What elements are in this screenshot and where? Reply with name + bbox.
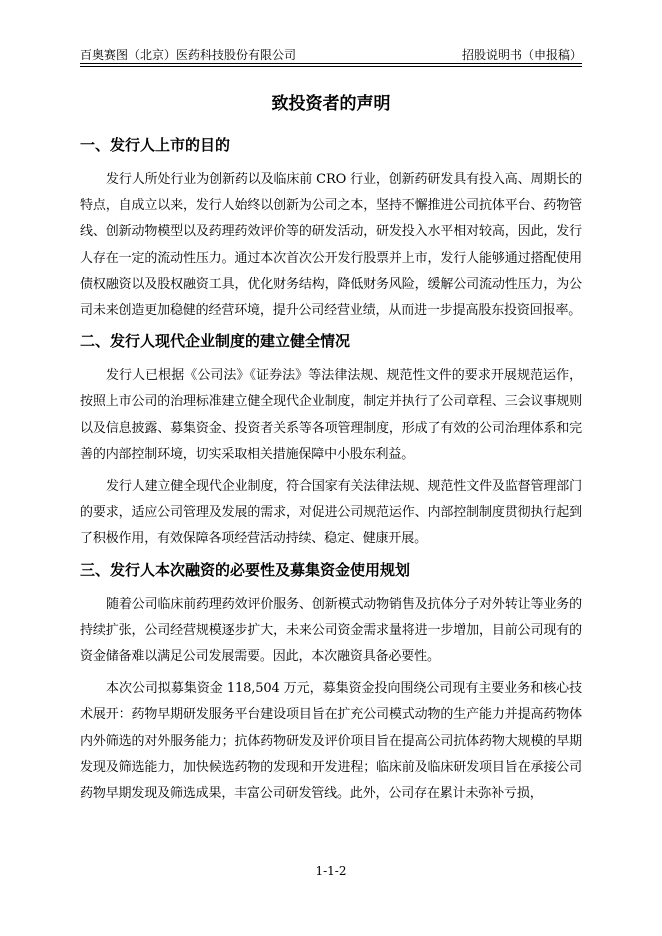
header-company-name: 百奥赛图（北京）医药科技股份有限公司 [80,48,297,62]
paragraph: 发行人建立健全现代企业制度，符合国家有关法律法规、规范性文件及监督管理部门的要求，适应公司管理及发展的需求，对促进公司规范运作、内部控制制度贯彻执行起到了积极作用，有效保障各项经营活动持续、稳定、健康开展。 [80,479,582,547]
header-rule [80,63,582,64]
page-header [80,44,582,64]
paragraph: 发行人所处行业为创新药以及临床前 CRO 行业，创新药研发具有投入高、周期长的特点，自成立以来，发行人始终以创新为公司之本，坚持不懈推进公司抗体平台、药物管线、创新动物模型以及药理药效评价等的研发活动，研发投入水平相对较高，因此，发行人存在一定的流动性压力。通过本次首次公开发行股票并上市，发行人能够通过搭配使用债权融资以及股权融资工具，优化财务结构，降低财务风险，缓解公司流动性压力，为公司未来创造更加稳健的经营环境，提升公司经营业绩，从而进一步提高股东投资回报率。 [80,172,582,319]
section-heading: 二、发行人现代企业制度的建立健全情况 [80,332,351,351]
section-purpose [80,134,582,324]
page-number: 1-1-2 [315,864,347,878]
header-document-name: 招股说明书（申报稿） [461,48,582,62]
paragraph: 随着公司临床前药理药效评价服务、创新模式动物销售及抗体分子对外转让等业务的持续扩张，公司经营规模逐步扩大，未来公司资金需求量将进一步增加，目前公司现有的资金储备难以满足公司发展需要。因此，本次融资具备必要性。 [80,596,582,665]
page-body [80,92,582,813]
header-rule-thin [80,66,582,67]
paragraph: 发行人已根据《公司法》《证券法》等法律法规、规范性文件的要求开展规范运作，按照上市公司的治理标准建立健全现代企业制度，制定并执行了公司章程、三会议事规则以及信息披露、募集资金、投资者关系等各项管理制度，形成了有效的公司治理体系和完善的内部控制环境，切实采取相关措施保障中小股东利益。 [80,368,582,462]
section-heading: 一、发行人上市的目的 [80,136,231,154]
section-governance [80,330,582,552]
page-title: 致投资者的声明 [271,94,391,114]
section-financing [80,559,582,808]
section-heading: 三、发行人本次融资的必要性及募集资金使用规划 [80,560,411,579]
paragraph: 本次公司拟募集资金 118,504 万元，募集资金投向围绕公司现有主要业务和核心技术展开：药物早期研发服务平台建设项目旨在扩充公司模式动物的生产能力并提高药物体内外筛选的对外服务能力；抗体药物研发及评价项目旨在提高公司抗体药物大规模的早期发现及筛选能力，加快候选药物的发现和开发进程；临床前及临床研发项目旨在承接公司药物早期发现及筛选成果，丰富公司研发管线。此外，公司存在累计未弥补亏损， [80,681,582,802]
